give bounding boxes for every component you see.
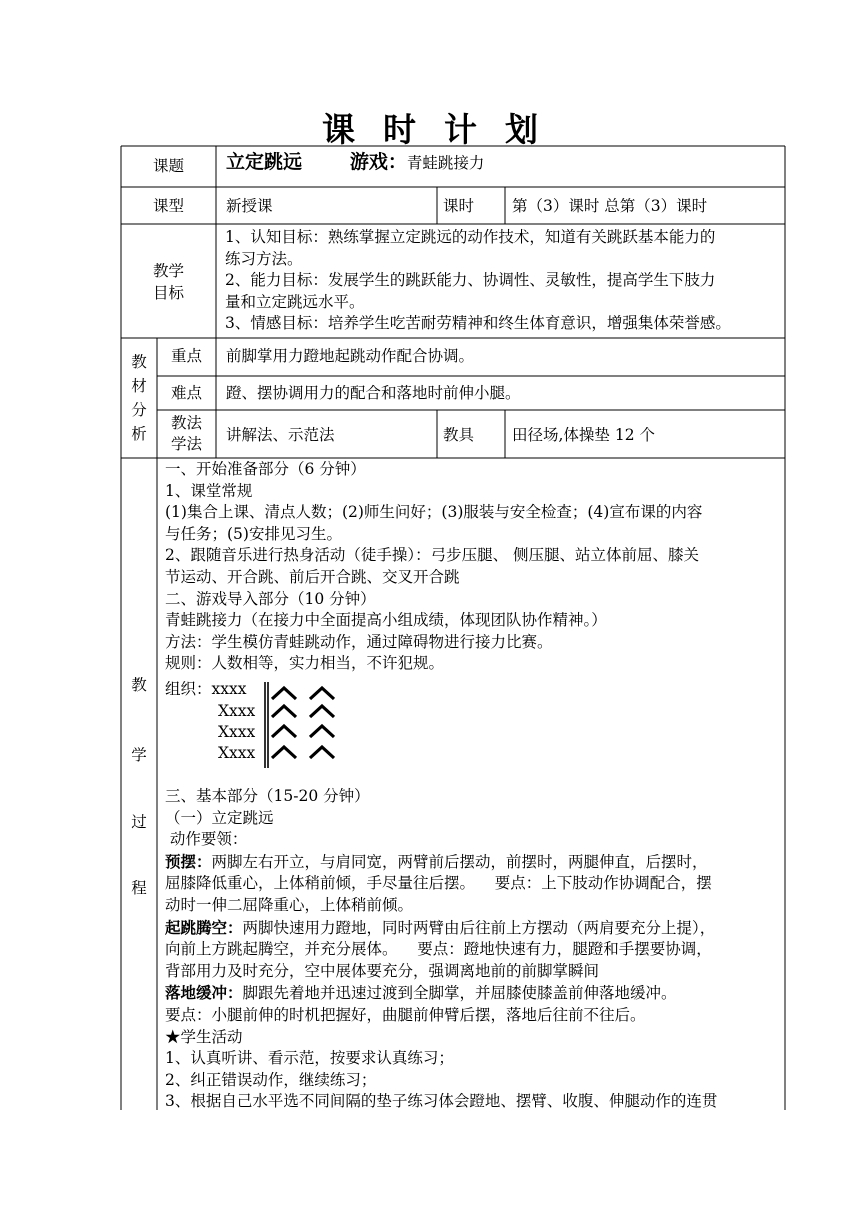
hurdle-icon — [310, 706, 334, 717]
tools-value: 田径场,体操垫 12 个 — [512, 426, 656, 444]
analysis-label-char: 材 — [131, 377, 147, 395]
org-row: Xxxx — [218, 744, 256, 762]
goal-line: 1、认知目标：熟练掌握立定跳远的动作技术，知道有关跳跃基本能力的 — [225, 228, 716, 246]
analysis-label-char: 析 — [131, 425, 147, 443]
goal-line: 3、情感目标：培养学生吃苦耐劳精神和终生体育意识，增强集体荣誉感。 — [225, 314, 731, 333]
process-label-char: 学 — [131, 746, 147, 764]
title-char: 课 — [322, 110, 355, 149]
process-line: 节运动、开合跳、前后开合跳、交叉开合跳 — [165, 567, 460, 586]
prep-label: 预摆： — [165, 851, 212, 871]
process-line: 规则：人数相等，实力相当，不许犯规。 — [165, 654, 445, 673]
org-row: xxxx — [211, 680, 247, 698]
title-char: 划 — [505, 110, 538, 149]
type-value: 新授课 — [226, 197, 273, 215]
process-line: （一）立定跳远 — [165, 808, 274, 827]
difficulty-label: 难点 — [170, 384, 202, 402]
process-line: 屈膝降低重心，上体稍前倾，手尽量往后摆。 要点：上下肢动作协调配合，摆 — [165, 874, 712, 893]
org-label-text: 组织： — [165, 680, 212, 698]
jump-block — [165, 917, 717, 940]
hurdle-icon — [310, 688, 334, 699]
goal-line: 2、能力目标：发展学生的跳跃能力、协调性、灵敏性，提高学生下肢力 — [225, 271, 716, 290]
process-line: 一、开始准备部分（6 分钟） — [165, 460, 366, 478]
tools-label: 教具 — [443, 426, 475, 444]
formation-diagram — [258, 680, 348, 772]
analysis-label-char: 教 — [131, 353, 147, 371]
goals-label-1: 教学 — [152, 262, 184, 280]
hurdle-icon — [272, 688, 296, 699]
prep-text: 两脚左右开立，与肩同宽，两臂前后摆动，前摆时，两腿伸直，后摆时， — [211, 852, 708, 871]
process-line: 1、认真听讲、看示范，按要求认真练习； — [165, 1049, 454, 1068]
org-label — [165, 679, 246, 700]
hurdle-icon — [310, 726, 334, 737]
goal-line: 量和立定跳远水平。 — [225, 292, 365, 311]
hours-label: 课时 — [443, 197, 475, 215]
topic-main: 立定跳远 — [226, 151, 303, 173]
process-line: 1、课堂常规 — [165, 481, 253, 500]
hurdle-icon — [272, 706, 296, 717]
process-line: (1)集合上课、清点人数；(2)师生问好；(3)服装与安全检查；(4)宣布课的内容 — [165, 503, 703, 522]
process-line: 方法：学生模仿青蛙跳动作，通过障碍物进行接力比赛。 — [165, 632, 553, 651]
org-row: Xxxx — [218, 702, 256, 720]
prep-block — [165, 851, 717, 874]
process-line: 3、根据自己水平选不同间隔的垫子练习体会蹬地、摆臂、收腹、伸腿动作的连贯 — [165, 1092, 718, 1111]
process-label-char: 程 — [131, 879, 147, 897]
jump-text: 两脚快速用力蹬地，同时两臂由后往前上方摆动（两肩要充分上提）， — [242, 918, 716, 937]
title-char: 时 — [383, 110, 416, 149]
process-part-2 — [165, 786, 717, 1113]
process-line: 动时一伸二屈降重心，上体稍前倾。 — [165, 895, 414, 914]
goal-line: 练习方法。 — [225, 249, 303, 268]
title-char: 计 — [444, 110, 477, 149]
process-line: 二、游戏导入部分（10 分钟） — [165, 589, 376, 608]
process-line: 三、基本部分（15-20 分钟） — [165, 787, 370, 805]
topic-value — [226, 152, 484, 174]
process-line: ★学生活动 — [165, 1027, 243, 1046]
key-value: 前脚掌用力蹬地起跳动作配合协调。 — [226, 347, 475, 365]
process-part-1 — [165, 459, 702, 675]
process-line: 向前上方跳起腾空，并充分展体。 要点：蹬地快速有力，腿蹬和手摆要协调， — [165, 940, 712, 959]
analysis-label-char: 分 — [131, 401, 147, 419]
jump-label: 起跳腾空： — [165, 917, 243, 937]
page-title — [0, 104, 860, 151]
hurdle-icon — [272, 726, 296, 737]
difficulty-value: 蹬、摆协调用力的配合和落地时前伸小腿。 — [226, 384, 521, 402]
process-line: 背部用力及时充分，空中展体要充分，强调离地前的前脚掌瞬间 — [165, 961, 600, 980]
goals-label-2: 目标 — [152, 284, 184, 302]
process-line: 青蛙跳接力（在接力中全面提高小组成绩，体现团队协作精神。） — [165, 611, 607, 630]
key-label: 重点 — [170, 347, 202, 365]
process-line: 2、跟随音乐进行热身活动（徒手操）：弓步压腿、 侧压腿、站立体前屈、膝关 — [165, 546, 700, 565]
hours-value: 第（3）课时 总第（3）课时 — [512, 197, 708, 215]
method-label-2: 学法 — [170, 435, 202, 453]
hurdle-icon — [310, 747, 334, 758]
land-label: 落地缓冲： — [165, 983, 243, 1003]
org-row: Xxxx — [218, 723, 256, 741]
topic-label: 课题 — [152, 157, 184, 175]
process-label-char: 过 — [131, 813, 147, 831]
process-line: 2、纠正错误动作，继续练习； — [165, 1070, 377, 1089]
process-line: 与任务；(5)安排见习生。 — [165, 524, 342, 543]
process-line: 要点：小腿前伸的时机把握好，曲腿前伸臂后摆，落地后往前不往后。 — [165, 1005, 646, 1024]
method-value: 讲解法、示范法 — [226, 426, 335, 444]
land-text: 脚跟先着地并迅速过渡到全脚掌，并屈膝使膝盖前伸落地缓冲。 — [242, 984, 677, 1003]
process-label-char: 教 — [131, 676, 147, 694]
goals-text — [225, 227, 731, 335]
land-block — [165, 982, 717, 1005]
hurdle-icon — [272, 747, 296, 758]
process-line: 动作要领： — [165, 830, 248, 849]
type-label: 课型 — [152, 197, 184, 215]
method-label-1: 教法 — [170, 414, 202, 432]
game-name: 青蛙跳接力 — [406, 154, 485, 172]
game-label: 游戏： — [349, 151, 407, 173]
